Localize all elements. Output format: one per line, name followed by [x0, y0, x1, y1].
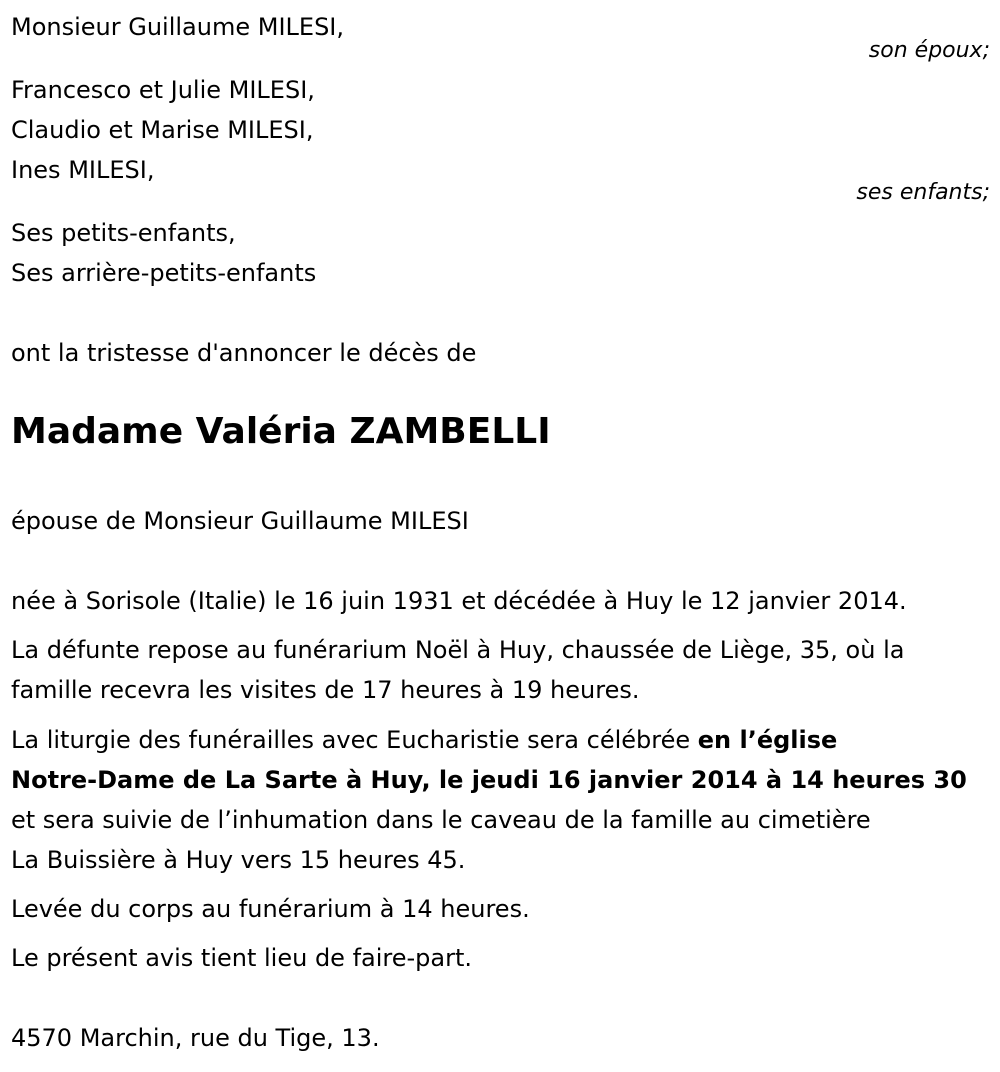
child-name: Francesco et Julie MILESI,	[11, 76, 315, 104]
funeral-line-1	[11, 728, 837, 752]
funeral-church-start: en l’église	[697, 726, 838, 754]
spouse-role: son époux;	[868, 38, 990, 63]
deceased-name: Madame Valéria ZAMBELLI	[11, 411, 551, 452]
child-name: Claudio et Marise MILESI,	[11, 116, 314, 144]
birth-death-text: née à Sorisole (Italie) le 16 juin 1931 et décédée à Huy le 12 janvier 2014.	[11, 587, 907, 615]
grandchildren-line: Ses petits-enfants,	[11, 219, 236, 247]
children-role: ses enfants;	[856, 180, 990, 205]
funeral-church-date: Notre-Dame de La Sarte à Huy, le jeudi 16 janvier 2014 à 14 heures 30	[11, 766, 967, 794]
spouse-name: Monsieur Guillaume MILESI,	[11, 13, 345, 41]
funeral-line-3: et sera suivie de l’inhumation dans le caveau de la famille au cimetière	[11, 806, 871, 834]
child-name: Ines MILESI,	[11, 156, 155, 184]
spouse-of-text: épouse de Monsieur Guillaume MILESI	[11, 507, 469, 535]
great-grandchildren-line: Ses arrière-petits-enfants	[11, 259, 317, 287]
visitation-line-1: La défunte repose au funérarium Noël à Huy, chaussée de Liège, 35, où la	[11, 636, 905, 664]
funeral-line-1-plain: La liturgie des funérailles avec Eucharistie sera célébrée	[11, 726, 698, 754]
address-text: 4570 Marchin, rue du Tige, 13.	[11, 1024, 380, 1052]
notice-text: Le présent avis tient lieu de faire-part.	[11, 944, 473, 972]
visitation-line-2: famille recevra les visites de 17 heures à 19 heures.	[11, 676, 640, 704]
announcement-text: ont la tristesse d'annoncer le décès de	[11, 339, 477, 367]
levee-text: Levée du corps au funérarium à 14 heures.	[11, 895, 530, 923]
funeral-line-4: La Buissière à Huy vers 15 heures 45.	[11, 846, 466, 874]
